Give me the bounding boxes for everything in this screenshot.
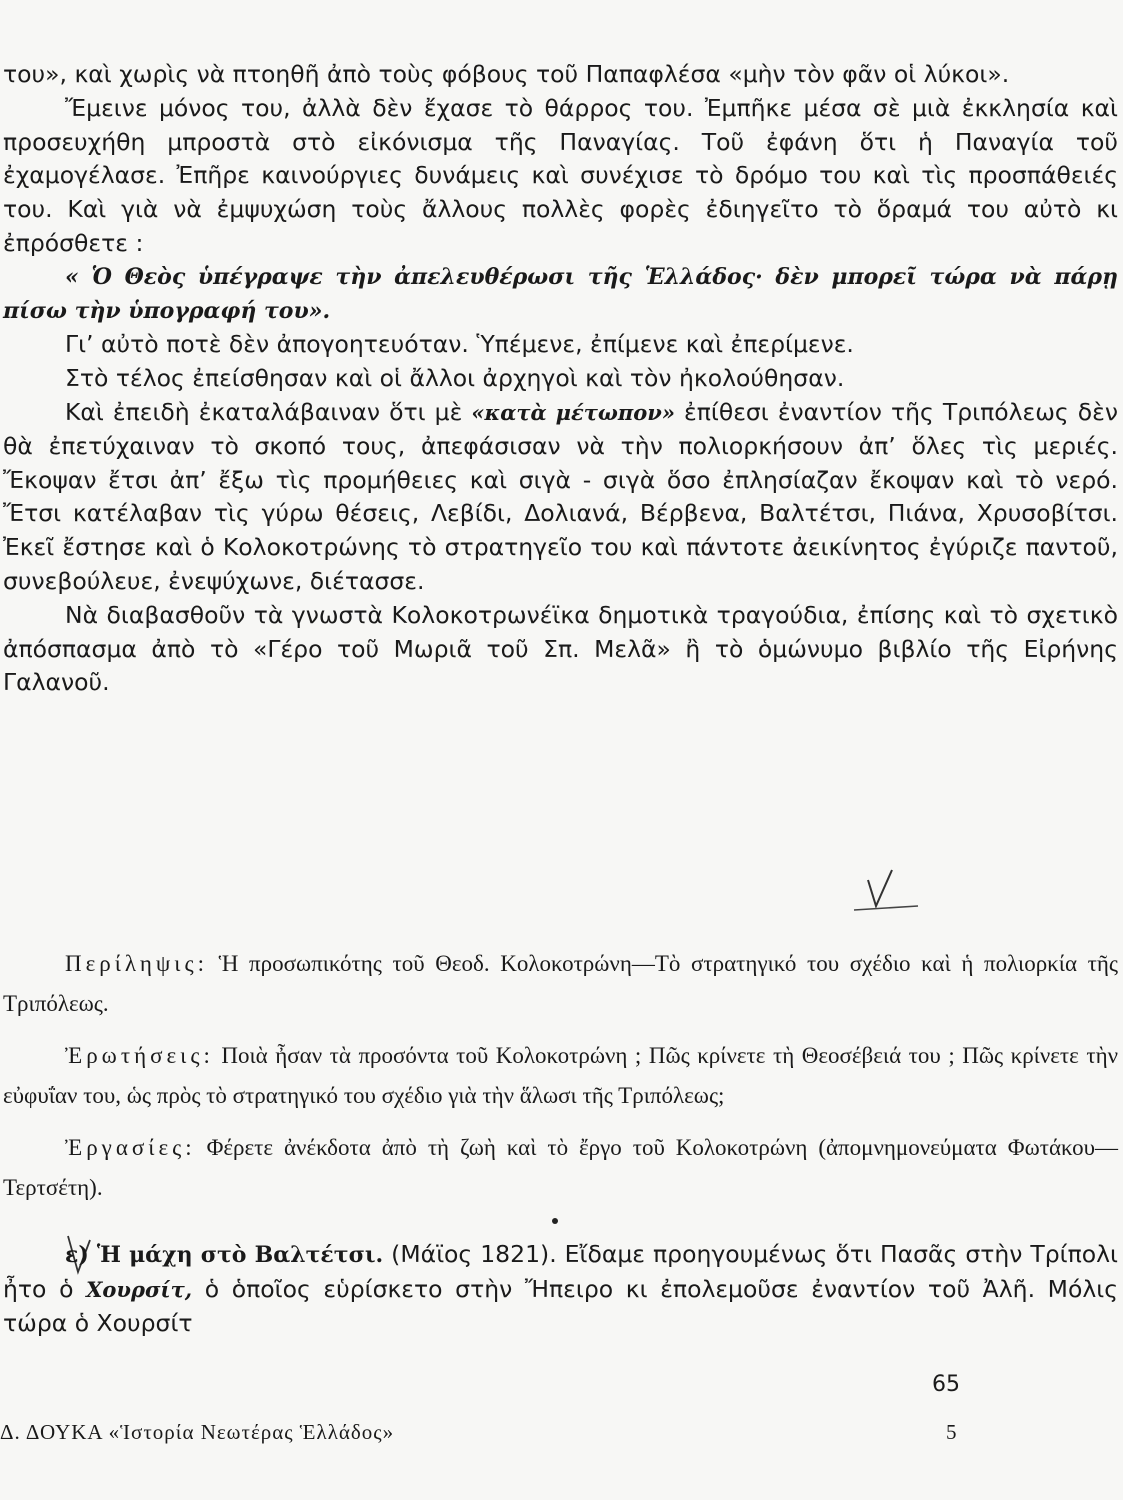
- questions-paragraph: [3, 1036, 1118, 1116]
- paragraph-reading: Νὰ διαβασθοῦν τὰ γνωστὰ Κολοκοτρωνέϊκα δημοτικὰ τραγούδια, ἐπίσης καὶ τὸ σχετικὸ ἀπόσπασμα ἀπὸ τὸ «Γέρο τοῦ Μωριᾶ τοῦ Σπ. Μελᾶ» ἢ τὸ ὁμώνυμο βιβλίο τῆς Εἰρήνης Γαλανοῦ.: [3, 600, 1118, 697]
- separator-dot: [552, 1218, 558, 1224]
- pencil-check-icon: [846, 860, 926, 920]
- questions-label: Ἐρωτήσεις:: [65, 1043, 214, 1068]
- section-e: [3, 1238, 1118, 1340]
- paragraph-continuation: του», καὶ χωρὶς νὰ πτοηθῆ ἀπὸ τοὺς φόβους τοῦ Παπαφλέσα «μὴν τὸν φᾶν οἱ λύκοι».: [3, 60, 1010, 88]
- siege-text-b: ἐπίθεσι ἐναντίον τῆς Τριπόλεως δὲν θὰ ἐπετύχαιναν τὸ σκοπό τους, ἀπεφάσισαν νὰ τὴν πολιορκήσουν ἀπ’ ὅλες τὶς μεριές. Ἔκοψαν ἔτσι ἀπ’ ἔξω τὶς προμήθειες καὶ σιγὰ - σιγὰ ὅσο ἐπλησίαζαν ἔκοψαν καὶ τὸ νερό. Ἔτσι κατέλαβαν τὶς γύρω θέσεις, Λεβίδι, Δολιανά, Βέρβενα, Βαλτέτσι, Πιάνα, Χρυσοβίτσι. Ἐκεῖ ἔστησε καὶ ὁ Κολοκοτρώνης τὸ στρατηγεῖο του καὶ πάντοτε ἀεικίνητος ἐγύριζε παντοῦ, συνεβούλευε, ἐνεψύχωνε, διέτασσε.: [3, 397, 1118, 595]
- summary-text: Ἡ προσωπικότης τοῦ Θεοδ. Κολοκοτρώνη—Τὸ στρατηγικό του σχέδιο καὶ ἡ πολιορκία τῆς Τριπόλεως.: [3, 951, 1118, 1016]
- footer-source: Δ. ΔΟΥΚΑ «Ἱστορία Νεωτέρας Ἑλλάδος»: [0, 1420, 395, 1444]
- section-e-marker: ε): [65, 1242, 89, 1268]
- section-e-name: Χουρσίτ,: [86, 1276, 193, 1302]
- siege-text-a: Καὶ ἐπειδὴ ἐκαταλάβαιναν ὅτι μὲ: [65, 397, 463, 426]
- tasks-paragraph: [3, 1128, 1118, 1208]
- siege-emphasis: «κατὰ μέτωπον»: [471, 399, 675, 425]
- questions-text: Ποιὰ ἦσαν τὰ προσόντα τοῦ Κολοκοτρώνη ; Πῶς κρίνετε τὴ Θεοσέβειά του ; Πῶς κρίνετε τὴν εὐφυΐαν του, ὡς πρὸς τὸ στρατηγικό του σχέδιο γιὰ τὴν ἅλωσι τῆς Τριπόλεως;: [3, 1043, 1118, 1108]
- footer-signature: 5: [946, 1420, 957, 1444]
- paragraph-persuasion: Στὸ τέλος ἐπείσθησαν καὶ οἱ ἄλλοι ἀρχηγοὶ καὶ τὸν ἠκολούθησαν.: [65, 364, 845, 393]
- paragraph-faith: Ἔμεινε μόνος του, ἀλλὰ δὲν ἔχασε τὸ θάρρος του. Ἐμπῆκε μέσα σὲ μιὰ ἐκκλησία καὶ προσευχήθη μπροστὰ στὸ εἰκόνισμα τῆς Παναγίας. Τοῦ ἐφάνη ὅτι ἡ Παναγία τοῦ ἐχαμογέλασε. Ἐπῆρε καινούργιες δυνάμεις καὶ συνέχισε τὸ δρόμο του καὶ τὶς προσπάθειές του. Καὶ γιὰ νὰ ἐμψυχώση τοὺς ἄλλους πολλὲς φορὲς ἐδιηγεῖτο τὸ ὅραμά του αὐτὸ κι ἐπρόσθετε :: [3, 93, 1118, 257]
- tasks-label: Ἐργασίες:: [65, 1135, 196, 1160]
- section-e-paragraph: [3, 1238, 1118, 1340]
- tasks-text: Φέρετε ἀνέκδοτα ἀπὸ τὴ ζωὴ καὶ τὸ ἔργο τοῦ Κολοκοτρώνη (ἀπομνημονεύματα Φωτάκου—Τερτσέτη).: [3, 1135, 1118, 1200]
- study-section: [3, 944, 1118, 1208]
- section-e-text-a: (Μάϊος 1821). Εἴδαμε προηγουμένως ὅτι Πασᾶς στὴν Τρίπολι ἦτο ὁ: [3, 1240, 1118, 1303]
- summary-label: Περίληψις:: [65, 951, 208, 976]
- summary-paragraph: [3, 944, 1118, 1024]
- main-text: [3, 58, 1118, 700]
- page-number: 65: [932, 1372, 960, 1397]
- paragraph-siege: [3, 396, 1118, 599]
- quote-paragraph: « Ὁ Θεὸς ὑπέγραψε τὴν ἀπελευθέρωσι τῆς Ἑλλάδος· δὲν μπορεῖ τώρα νὰ πάρῃ πίσω τὴν ὑπογραφή του».: [3, 263, 1118, 324]
- section-e-heading: Ἡ μάχη στὸ Βαλτέτσι.: [96, 1242, 384, 1268]
- section-e-text-b: ὁ ὁποῖος εὑρίσκετο στὴν Ἤπειρο κι ἐπολεμοῦσε ἐναντίον τοῦ Ἀλῆ. Μόλις τώρα ὁ Χουρσίτ: [3, 1274, 1118, 1337]
- paragraph-hope: Γι’ αὐτὸ ποτὲ δὲν ἀπογοητευόταν. Ὑπέμενε, ἐπίμενε καὶ ἐπερίμενε.: [65, 330, 854, 359]
